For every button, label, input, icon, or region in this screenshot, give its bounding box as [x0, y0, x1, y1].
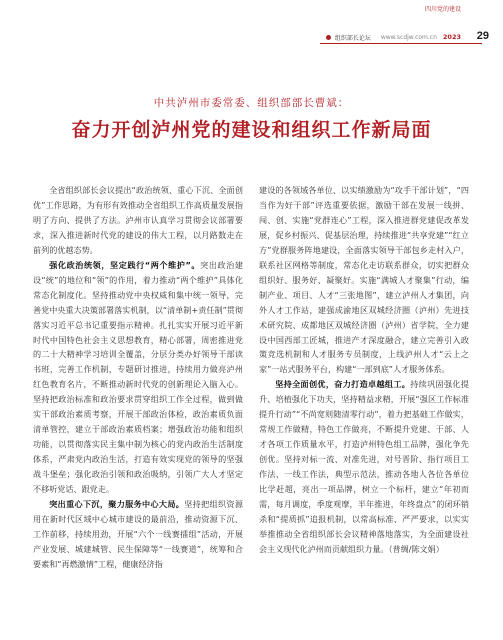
bullet-icon — [326, 35, 331, 40]
section-lead-grassroots: 突出重心下沉，聚力服务中心大局。 — [49, 499, 185, 510]
section-body-grassroots: 坚持把组织资源用在新时代区域中心城市建设的最前沿，推动资源下沉、工作前移，持续用劲，开展“六个一线赛擂组”活动，开展产业发展、城建城管、民生保障等“一线赛道”，统筹和合要素和“再燃激情”工程，健康经济指 — [33, 499, 243, 569]
paragraph-excellence — [259, 377, 469, 556]
section-body-political: 突出政治建设“统”的地位和“领”的作用，着力推动“两个维护”具体化常态化制度化。坚持推动党中央权威和集中统一领导，完善党中央重大决策部署落实机制，以“清单制+责任制”贯彻落实习近平总书记重要指示精神。扎扎实实开展习近平新时代中国特色社会主义思想教育，精心部署，周密推进党的二十大精神学习培训全覆盖，分层分类办好领导干部读书班，完善工作机制，专题研讨推进，持续用力做亮泸州红色教育名片，不断推动新时代党的创新理论入脑入心。坚持把政治标准和政治要求贯穿组织工作全过程，做到做实干部政治素质考察，开展干部政治体检，政治素质负面清单管控，建立干部政治素质档案；增强政治功能和组织功能，以贯彻落实民主集中制为核心的党内政治生活制度体系，严肃党内政治生活，打造有效实现党的领导的坚强战斗堡垒；强化政治引领和政治吸纳，引领广大人才坚定不移听党话、跟党走。 — [33, 259, 243, 495]
issue-year: 2023 — [442, 33, 461, 41]
paragraph-grassroots — [33, 497, 243, 572]
page-number: 29 — [476, 30, 489, 42]
section-lead-political: 强化政治统领，坚定践行“两个维护”。 — [49, 259, 201, 270]
magazine-name: 四川党的建设 — [424, 6, 461, 13]
website-url: www.scdjw.com.cn — [380, 33, 437, 41]
column-name: 组织部长论坛 — [334, 34, 371, 42]
header-meta — [326, 32, 461, 42]
article-title: 奋力开创泸州党的建设和组织工作新局面 — [71, 119, 432, 141]
paragraph-political — [33, 258, 243, 497]
article-subtitle: 中共泸州市委常委、组织部部长曹斌： — [153, 97, 350, 109]
paragraph-grassroots-continued: 建设的各领域各单位、以实绩激励为“攻手干部计划”，“四当作为好干部”评选重要依据，激励干部在发展一线拼、闯、创、实施“党群连心”工程，深入推进群党建促改革发展，促乡村振兴、促基层治理，持续推进“共享党建”“红立方”党群服务阵地建设，全面落实领导干部包乡走村入户，联系社区网格等制度，常态化走访联系群众，切实把群众组织好、服务好、凝聚好。实施“满城人才聚集”行动，编制产业、项目、人才“三张地图”，建立泸州人才集团，向外人才工作站，建强成渝地区双城经济圈（泸州）先进技术研究院、成都地区双城经济圈（泸州）省学院，全力建设中国西部工匠城，推进产才深度融合，建立完善引入政策竞选机制和人才服务专员制度，上线泸州人才“云上之家”一站式服务平台，构建“一部到底”人才服务体系。 — [259, 185, 469, 375]
header-rule — [320, 43, 482, 44]
body-column-left — [33, 183, 243, 572]
section-lead-excellence: 坚持全面创优，奋力打造卓越组工。 — [275, 379, 411, 390]
body-column-right — [259, 183, 469, 557]
section-body-excellence: 持续巩固强化提升、培植强化下功夫，坚持精益求精，开展“强区工作标准提升行动”“不尚宽则随清零行动”，着力把基础工作做实，常规工作做精，特色工作做亮，不断提升党建、干部、人才各项工作质量水平，打造泸州特色组工品牌，强化争先创优。坚持对标一流、对准先进，对号晋阶、指行项目工作法，一线工作法，典型示范法，推动各地人各位各单位比学赶超，亮出一项品牌，树立一个标杆，建立“年初而需，每月调度，季度观摩，半年推进，年终盘点”的闭环销杀和“提质抓”追报机制，以常高标准、严严要求，以实实举推推动全省组织部长会议精神落地落实，为全面建设社会主义现代化泸州而贡献组织力量。（普绸/陈文娟） — [259, 379, 469, 554]
paragraph-intro: 全省组织部长会议提出“政治统领、重心下沉、全面创优”工作思路，为有形有效推动全省组织工作高质量发展指明了方向、提供了方法。泸州市认真学习贯彻会议部署要求，深入推进新时代党的建设的伟大工程，以月路数走在前列的优越态势。 — [33, 185, 243, 255]
